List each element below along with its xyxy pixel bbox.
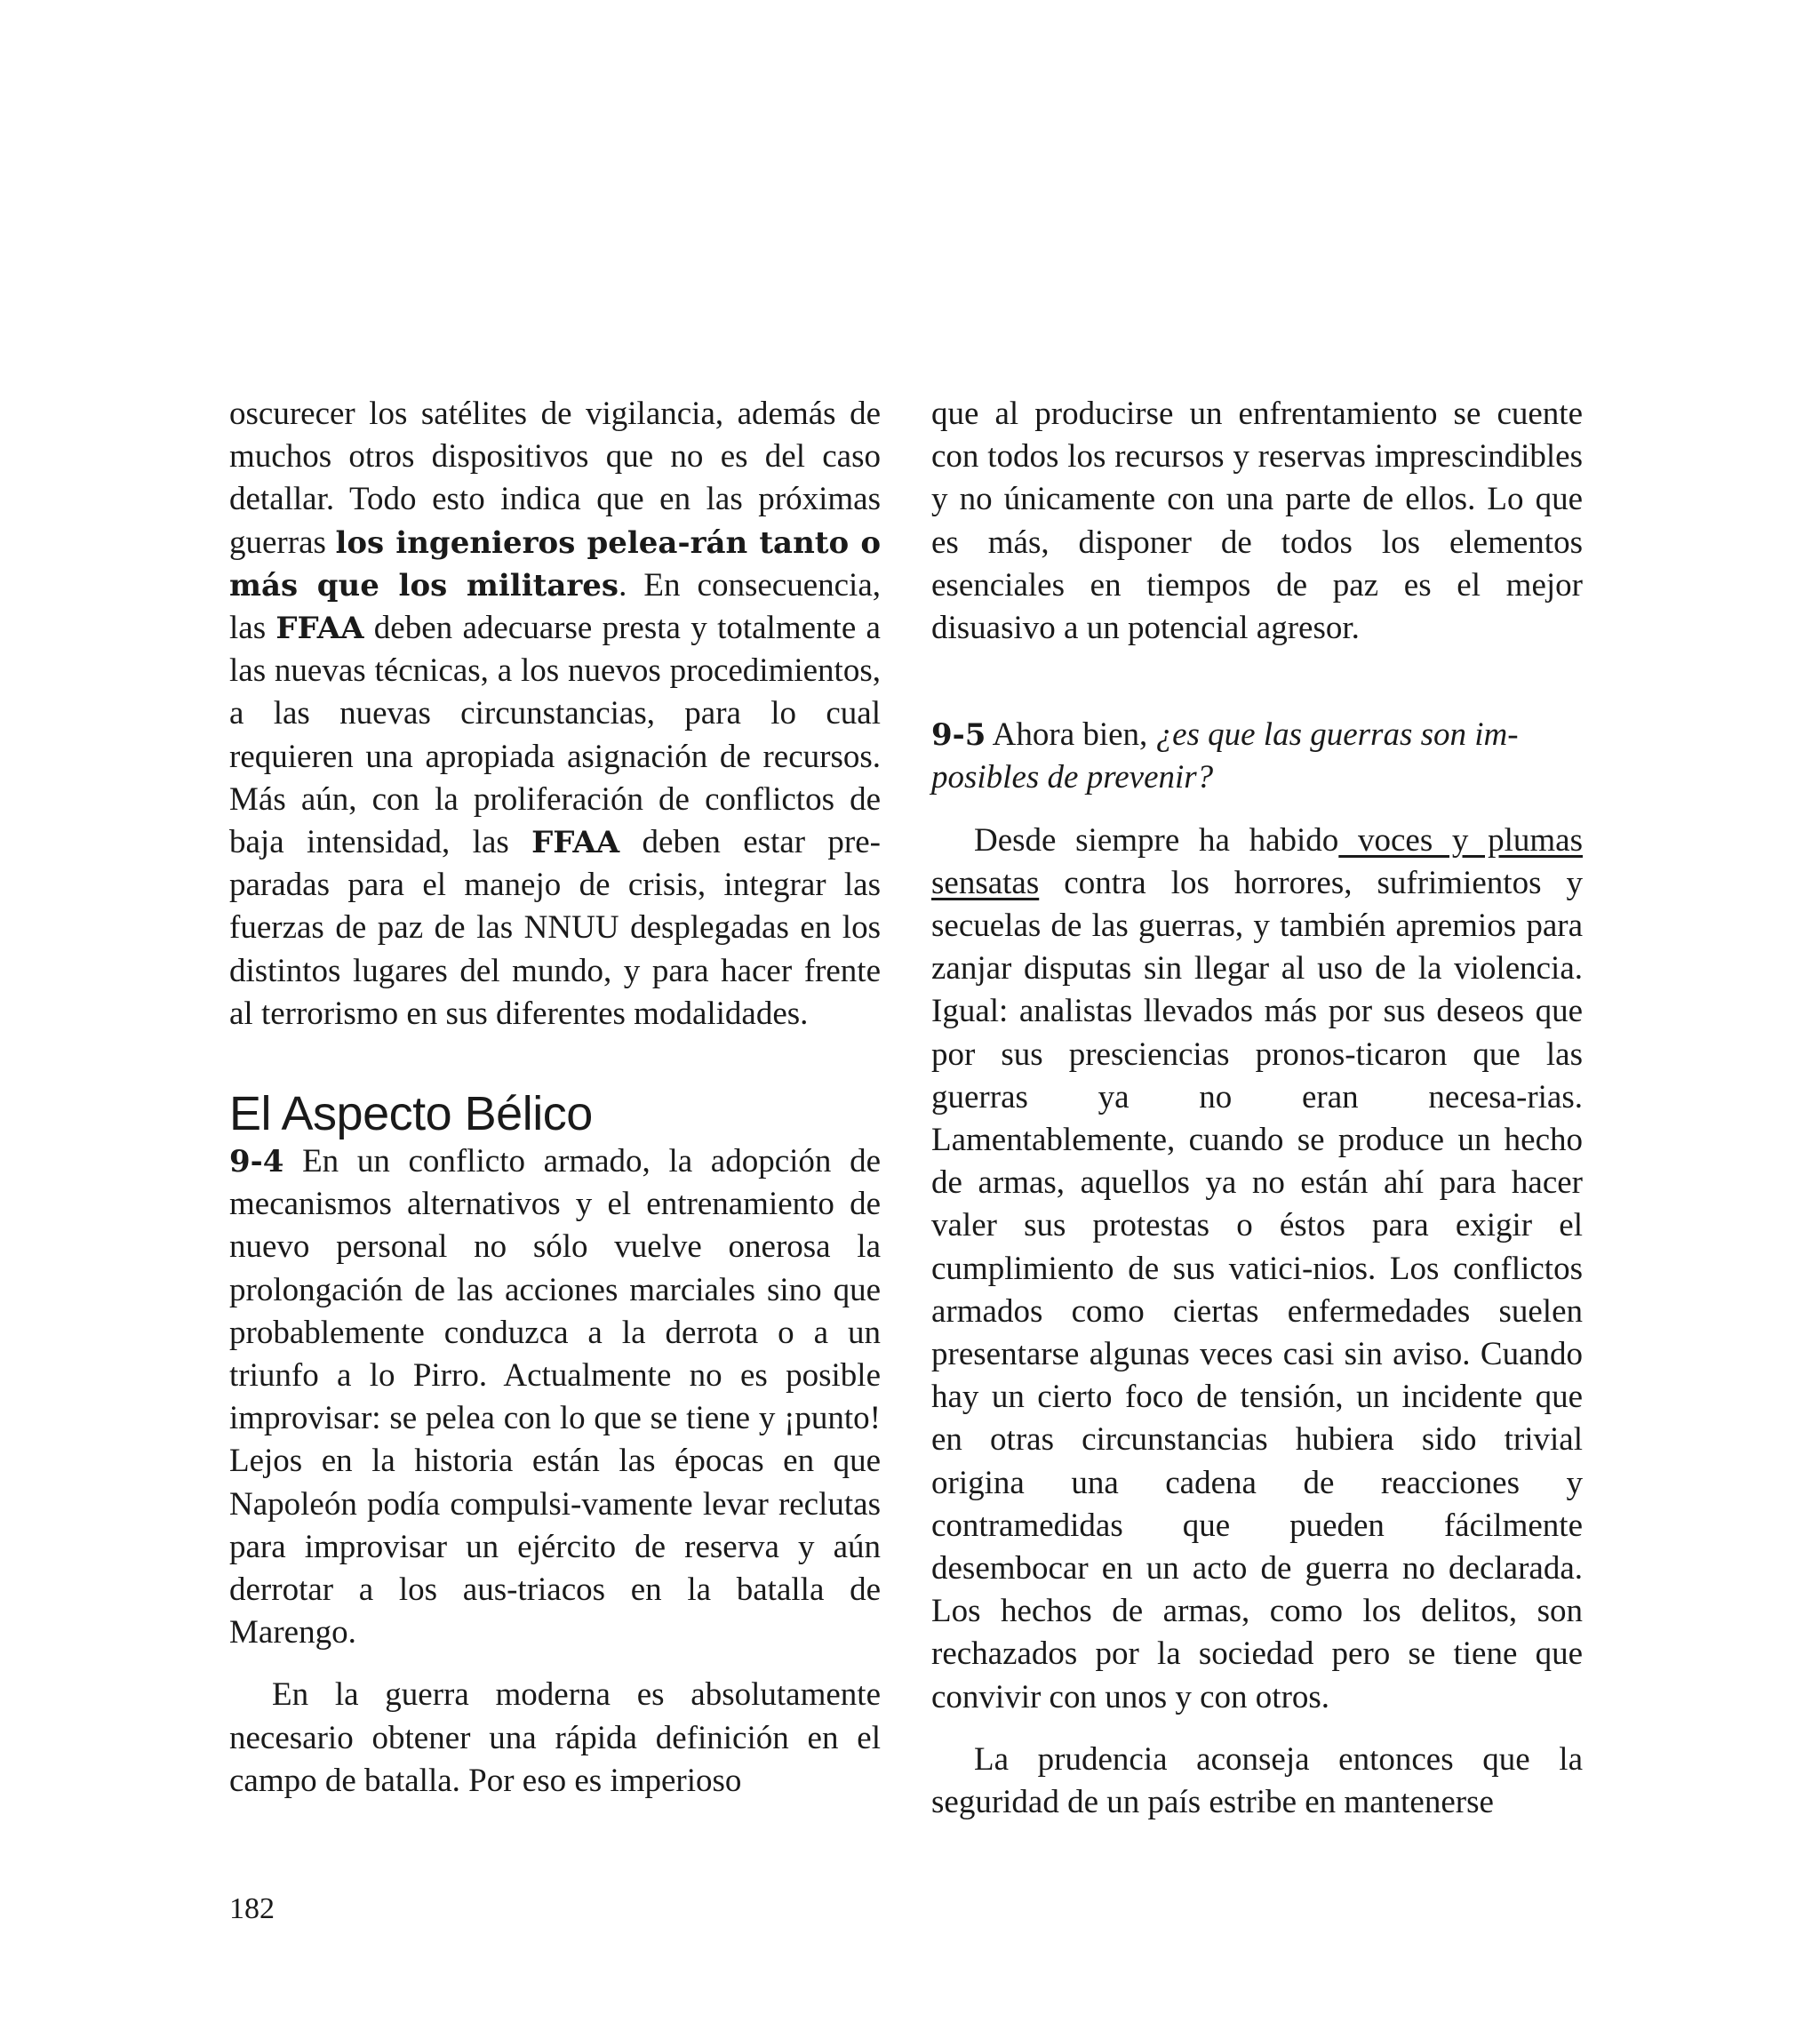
section-number: 9-5 bbox=[931, 717, 986, 754]
text-run: oscurecer los satélites de vigilancia, además de muchos otros dispositivos que no es del caso detallar. Todo esto indica que en las próximas guerras bbox=[229, 396, 881, 561]
paragraph-desde-siempre bbox=[931, 820, 1583, 1719]
bold-phrase-ingenieros: los ingenieros pelea-rán tanto o más que los militares bbox=[229, 524, 881, 604]
text-run: deben estar pre-paradas para el manejo de crisis, integrar las fuerzas de paz de las NNUU desplegadas en los distintos lugares del mundo, y para hacer frente al terrorismo en sus diferentes modalidades. bbox=[229, 824, 881, 1032]
underlined-phrase: voces y plumas sensatas bbox=[931, 821, 1583, 901]
bold-ffaa: FFAA bbox=[275, 611, 364, 647]
italic-question: ¿es que las guerras son im-posibles de prevenir? bbox=[931, 716, 1519, 796]
text-run: deben adecuarse presta y totalmente a las nuevas técnicas, a los nuevos procedimientos, a las nuevas circunstancias, para lo cual requieren una apropiada asignación de recursos. Más aún, con la proliferación de conflictos de baja intensidad, las bbox=[229, 610, 881, 861]
page-number: 182 bbox=[229, 1892, 275, 1925]
paragraph-9-4 bbox=[229, 1140, 881, 1654]
section-number: 9-4 bbox=[229, 1144, 284, 1180]
paragraph-9-5 bbox=[931, 714, 1583, 799]
text-run: Ahora bien, bbox=[986, 716, 1156, 754]
paragraph-intro bbox=[229, 393, 881, 1035]
section-heading: El Aspecto Bélico bbox=[229, 1087, 593, 1141]
paragraph-prudencia: La prudencia aconseja entonces que la seguridad de un país estribe en mantenerse bbox=[931, 1740, 1583, 1821]
paragraph-guerra-moderna: En la guerra moderna es absolutamente necesario obtener una rápida definición en el campo de batalla. Por eso es imperioso bbox=[229, 1676, 881, 1799]
text-run: Desde siempre ha habido bbox=[974, 821, 1339, 859]
left-column bbox=[229, 393, 881, 1803]
right-column bbox=[931, 393, 1583, 1824]
text-run: contra los horrores, sufrimientos y secuelas de las guerras, y también apremios para zanjar disputas sin llegar al uso de la violencia. Igual: analistas llevados más por sus deseos que por sus presciencias pronos-ticaron que las guerras ya no eran necesa-rias. Lamentablemente, cuando se produce un hecho de armas, aquellos ya no están ahí para hacer valer sus protestas o éstos para exigir el cumplimiento de sus vatici-nios. Los conflictos armados como ciertas enfermedades suelen presentarse algunas veces casi sin aviso. Cuando hay un cierto foco de tensión, un incidente que en otras circunstancias hubiera sido trivial origina una cadena de reacciones y contramedidas que pueden fácilmente desembocar en un acto de guerra no declarada. Los hechos de armas, como los delitos, son rechazados por la sociedad pero se tiene que convivir con unos y con otros. bbox=[931, 864, 1583, 1715]
bold-ffaa: FFAA bbox=[531, 825, 620, 861]
paragraph-continuation: que al producirse un enfrentamiento se cuente con todos los recursos y reservas imprescindibles y no únicamente con una parte de ellos. Lo que es más, disponer de todos los elementos esenciales en tiempos de paz es el mejor disuasivo a un potencial agresor. bbox=[931, 396, 1583, 647]
text-run: En un conflicto armado, la adopción de mecanismos alternativos y el entrenamiento de nuevo personal no sólo vuelve onerosa la prolongación de las acciones marciales sino que probablemente conduzca a la derrota o a un triunfo a lo Pirro. Actualmente no es posible improvisar: se pelea con lo que se tiene y ¡punto! Lejos en la historia están las épocas en que Napoleón podía compulsi-vamente levar reclutas para improvisar un ejército de reserva y aún derrotar a los aus-triacos en la batalla de Marengo. bbox=[229, 1143, 881, 1651]
text-run: . En consecuencia, las bbox=[229, 566, 881, 647]
